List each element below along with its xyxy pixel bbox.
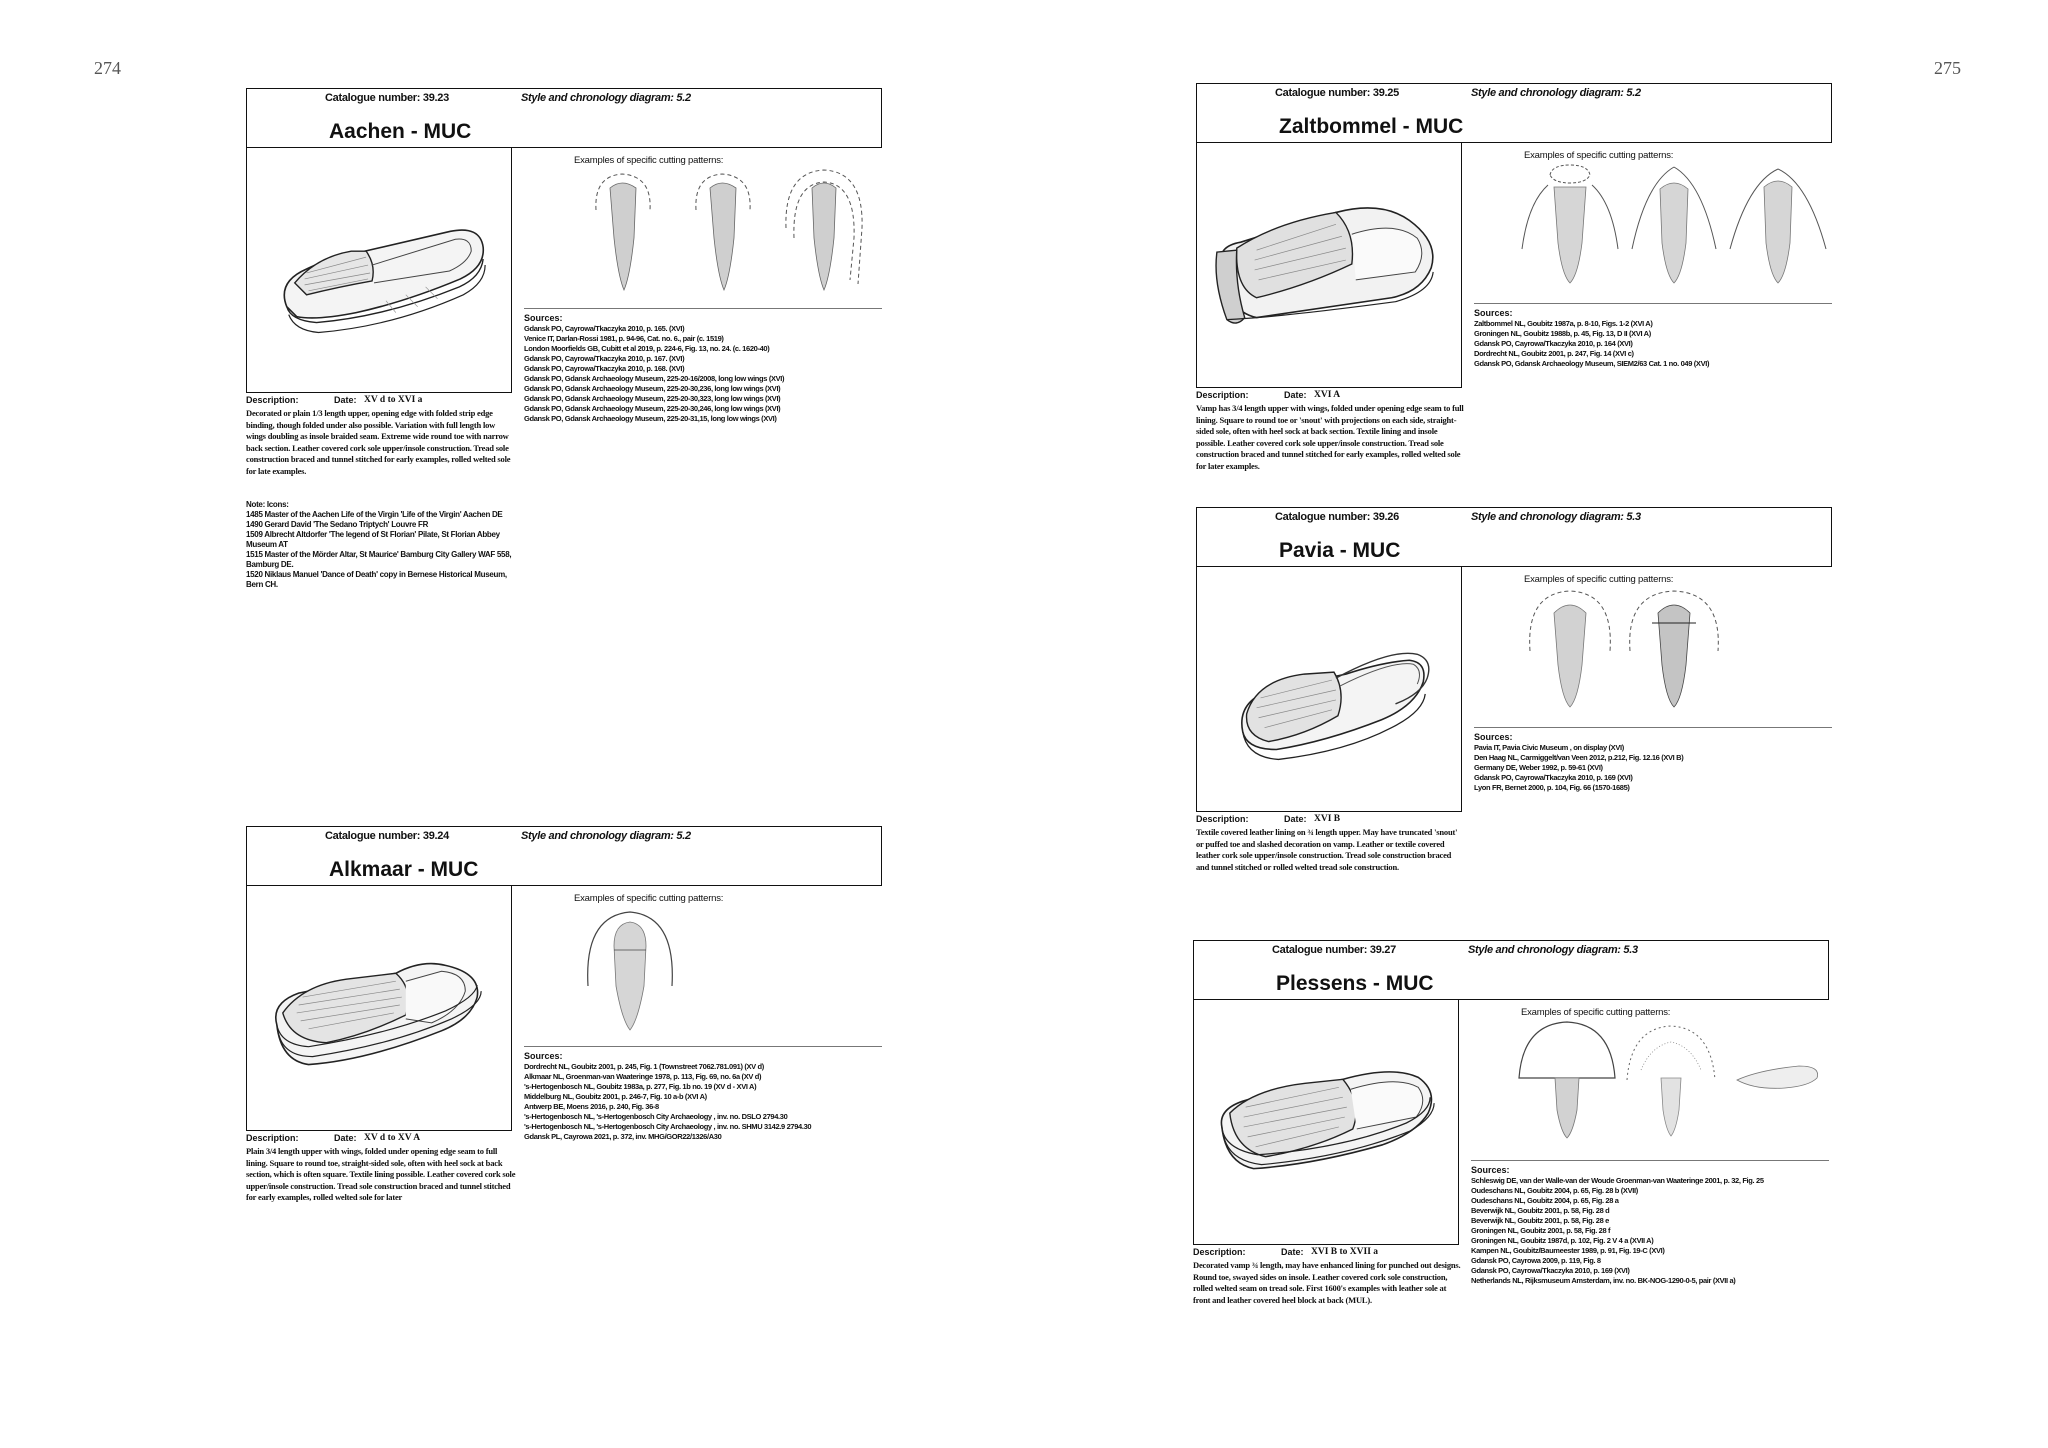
source-item: Oudeschans NL, Goubitz 2004, p. 65, Fig. 28 a xyxy=(1471,1196,1619,1205)
style-diagram-ref: Style and chronology diagram: 5.3 xyxy=(1471,511,1641,523)
source-item: Gdansk PO, Cayrowa/Tkaczyka 2010, p. 169 (XVI) xyxy=(1474,773,1633,782)
source-item: Gdansk PO, Cayrowa 2009, p. 119, Fig. 8 xyxy=(1471,1256,1601,1265)
page-number-right: 275 xyxy=(1934,58,1961,78)
description-text: Plain 3/4 length upper with wings, folded under opening edge seam to full lining. Square to round toe, straight-sided sole, often with heel sock at back section, which is often square. Textile lining possible. Leather covered cork sole upper/insole construction. Tread sole construction braced and tunnel stitched for early examples, rolled welted sole for later xyxy=(246,1146,516,1202)
divider xyxy=(524,308,882,309)
cutting-patterns-label: Examples of specific cutting patterns: xyxy=(574,893,724,904)
note-item: 1490 Gerard David 'The Sedano Triptych' Louvre FR xyxy=(246,520,429,529)
entry-header xyxy=(246,88,882,148)
source-item: Gdansk PO, Gdansk Archaeology Museum, 225-20-30,236, long low wings (XVI) xyxy=(524,384,781,393)
source-item: Gdansk PO, Cayrowa/Tkaczyka 2010, p. 169 (XVI) xyxy=(1471,1266,1630,1275)
entry-title: Plessens - MUC xyxy=(1276,972,1434,995)
catalogue-number: Catalogue number: 39.27 xyxy=(1272,944,1396,956)
divider xyxy=(1474,727,1832,728)
description-label: Description: xyxy=(246,395,299,405)
shoe-illustration xyxy=(246,147,512,393)
description-text: Textile covered leather lining on ¾ length upper. May have truncated 'snout' or puffed toe and slashed decoration on vamp. Leather or textile covered leather cork sole upper/insole construction. Tread sole construction braced and tunnel stitched or rolled welted tread sole construction. xyxy=(1196,827,1458,872)
sources-label: Sources: xyxy=(1474,732,1513,742)
style-diagram-ref: Style and chronology diagram: 5.2 xyxy=(521,92,691,104)
description-text: Decorated or plain 1/3 length upper, opening edge with folded strip edge binding, though folded under also possible. Variation with full length low wings doubling as insole braided seam. Extreme wide round toe with narrow back section. Leather covered cork sole upper/insole construction. Tread sole construction braced and tunnel stitched for early examples, rolled welted sole for late examples. xyxy=(246,408,511,476)
style-diagram-ref: Style and chronology diagram: 5.2 xyxy=(521,830,691,842)
date-label: Date: xyxy=(1281,1247,1304,1257)
description-label: Description: xyxy=(246,1133,299,1143)
date-value: XVI B xyxy=(1314,814,1341,824)
source-item: Beverwijk NL, Goubitz 2001, p. 58, Fig. 28 d xyxy=(1471,1206,1610,1215)
cutting-patterns-label: Examples of specific cutting patterns: xyxy=(1524,574,1674,585)
description-label: Description: xyxy=(1196,390,1249,400)
shoe-illustration xyxy=(1196,566,1462,812)
cutting-patterns-label: Examples of specific cutting patterns: xyxy=(1521,1007,1671,1018)
source-item: Gdansk PO, Cayrowa/Tkaczyka 2010, p. 165. (XVI) xyxy=(524,324,685,333)
sources-list xyxy=(1471,1176,1831,1286)
note-heading: Note: Icons: xyxy=(246,500,289,509)
date-label: Date: xyxy=(1284,390,1307,400)
source-item: Kampen NL, Goubitz/Baumeester 1989, p. 91, Fig. 19-C (XVI) xyxy=(1471,1246,1665,1255)
description-text: Vamp has 3/4 length upper with wings, folded under opening edge seam to full lining. Square to round toe or 'snout' with projections on each side, straight-sided sole, often with heel sock at back section. Textile lining and insole possible. Leather covered cork sole upper/insole construction. Tread sole construction braced and tunnel stitched for early examples, rolled welted sole for later examples. xyxy=(1196,403,1464,471)
source-item: Venice IT, Darlan-Rossi 1981, p. 94-96, Cat. no. 6., pair (c. 1519) xyxy=(524,334,724,343)
source-item: Groningen NL, Goubitz 1988b, p. 45, Fig. 13, D II (XVI A) xyxy=(1474,329,1651,338)
source-item: Oudeschans NL, Goubitz 2004, p. 65, Fig. 28 b (XVII) xyxy=(1471,1186,1638,1195)
source-item: Gdansk PO, Gdansk Archaeology Museum, 225-20-16/2008, long low wings (XVI) xyxy=(524,374,785,383)
style-diagram-ref: Style and chronology diagram: 5.3 xyxy=(1468,944,1638,956)
date-value: XV d to XV A xyxy=(364,1133,421,1143)
cutting-patterns xyxy=(1473,1020,1825,1152)
entry-header xyxy=(1196,507,1832,567)
divider xyxy=(1474,303,1832,304)
note-item: 1520 Niklaus Manuel 'Dance of Death' copy in Bernese Historical Museum, Bern CH. xyxy=(246,570,507,589)
entry-header xyxy=(1196,83,1832,143)
sources-list xyxy=(524,1062,884,1142)
entry-title: Aachen - MUC xyxy=(329,120,472,143)
source-item: London Moorfields GB, Cubitt et al 2019, p. 224-6, Fig. 13, no. 24. (c. 1620-40) xyxy=(524,344,770,353)
source-item: Gdansk PO, Gdansk Archaeology Museum, 225-20-31,15, long low wings (XVI) xyxy=(524,414,777,423)
source-item: Schleswig DE, van der Walle-van der Woude Groenman-van Waateringe 2001, p. 32, Fig. 25 xyxy=(1471,1176,1764,1185)
cutting-patterns xyxy=(1476,587,1828,719)
source-item: Germany DE, Weber 1992, p. 59-61 (XVI) xyxy=(1474,763,1603,772)
cutting-patterns xyxy=(526,168,878,300)
source-item: Gdansk PO, Gdansk Archaeology Museum, 225-20-30,323, long low wings (XVI) xyxy=(524,394,781,403)
shoe-illustration xyxy=(1193,999,1459,1245)
catalogue-entry xyxy=(1193,940,1829,1305)
note-item: 1509 Albrecht Altdorfer 'The legend of St Florian' Pilate, St Florian Abbey Museum AT xyxy=(246,530,500,549)
catalogue-number: Catalogue number: 39.24 xyxy=(325,830,449,842)
catalogue-number: Catalogue number: 39.26 xyxy=(1275,511,1399,523)
date-value: XVI A xyxy=(1314,390,1341,400)
catalogue-number: Catalogue number: 39.25 xyxy=(1275,87,1399,99)
date-label: Date: xyxy=(334,395,357,405)
catalogue-number: Catalogue number: 39.23 xyxy=(325,92,449,104)
sources-list xyxy=(1474,743,1834,793)
sources-list xyxy=(1474,319,1834,369)
source-item: Lyon FR, Bernet 2000, p. 104, Fig. 66 (1570-1685) xyxy=(1474,783,1630,792)
description-text: Decorated vamp ¾ length, may have enhanced lining for punched out designs. Round toe, swayed sides on insole. Leather covered cork sole construction, rolled welted seam on tread sole. First 1600's examples with leather sole at front and leather covered heel block at back (MUL). xyxy=(1193,1260,1461,1305)
source-item: Groningen NL, Goubitz 2001, p. 58, Fig. 28 f xyxy=(1471,1226,1611,1235)
source-item: Zaltbommel NL, Goubitz 1987a, p. 8-10, Figs. 1-2 (XVI A) xyxy=(1474,319,1653,328)
catalogue-entry xyxy=(246,826,882,1202)
source-item: Pavia IT, Pavia Civic Museum , on display (XVI) xyxy=(1474,743,1624,752)
entry-header xyxy=(1193,940,1829,1000)
catalogue-entry xyxy=(1196,83,1832,471)
source-item: Netherlands NL, Rijksmuseum Amsterdam, inv. no. BK-NOG-1290-0-5, pair (XVII a) xyxy=(1471,1276,1736,1285)
source-item: Gdansk PO, Cayrowa/Tkaczyka 2010, p. 167. (XVI) xyxy=(524,354,685,363)
shoe-illustration xyxy=(1196,142,1462,388)
page-number-left: 274 xyxy=(94,58,121,78)
entry-title: Pavia - MUC xyxy=(1279,539,1401,562)
source-item: Gdansk PO, Cayrowa/Tkaczyka 2010, p. 168. (XVI) xyxy=(524,364,685,373)
date-value: XV d to XVI a xyxy=(364,395,423,405)
style-diagram-ref: Style and chronology diagram: 5.2 xyxy=(1471,87,1641,99)
source-item: Gdansk PO, Gdansk Archaeology Museum, 225-20-30,246, long low wings (XVI) xyxy=(524,404,781,413)
sources-label: Sources: xyxy=(1471,1165,1510,1175)
date-value: XVI B to XVII a xyxy=(1311,1247,1379,1257)
entry-title: Alkmaar - MUC xyxy=(329,858,479,881)
sources-label: Sources: xyxy=(1474,308,1513,318)
cutting-patterns xyxy=(1476,163,1828,295)
description-label: Description: xyxy=(1193,1247,1246,1257)
source-item: Gdansk PO, Gdansk Archaeology Museum, SIEM2/63 Cat. 1 no. 049 (XVI) xyxy=(1474,359,1710,368)
date-label: Date: xyxy=(1284,814,1307,824)
source-item: Dordrecht NL, Goubitz 2001, p. 247, Fig. 14 (XVI c) xyxy=(1474,349,1634,358)
source-item: Gdansk PL, Cayrowa 2021, p. 372, inv. MHG/GOR22/1326/A30 xyxy=(524,1132,722,1141)
source-item: 's-Hertogenbosch NL, Goubitz 1983a, p. 277, Fig. 1b no. 19 (XV d - XVI A) xyxy=(524,1082,757,1091)
date-label: Date: xyxy=(334,1133,357,1143)
source-item: Alkmaar NL, Groenman-van Waateringe 1978, p. 113, Fig. 69, no. 6a (XV d) xyxy=(524,1072,762,1081)
icon-notes xyxy=(246,500,518,590)
source-item: Beverwijk NL, Goubitz 2001, p. 58, Fig. 28 e xyxy=(1471,1216,1609,1225)
source-item: 's-Hertogenbosch NL, 's-Hertogenbosch City Archaeology , inv. no. SHMU 3142.9 2794.30 xyxy=(524,1122,812,1131)
source-item: Antwerp BE, Moens 2016, p. 240, Fig. 36-8 xyxy=(524,1102,659,1111)
entry-title: Zaltbommel - MUC xyxy=(1279,115,1464,138)
sources-list xyxy=(524,324,884,424)
catalogue-entry xyxy=(1196,507,1832,872)
source-item: Middelburg NL, Goubitz 2001, p. 246-7, Fig. 10 a-b (XVI A) xyxy=(524,1092,707,1101)
cutting-patterns xyxy=(526,906,878,1038)
source-item: 's-Hertogenbosch NL, 's-Hertogenbosch City Archaeology , inv. no. DSLO 2794.30 xyxy=(524,1112,788,1121)
note-item: 1515 Master of the Mörder Altar, St Maurice' Bamburg City Gallery WAF 558, Bamburg DE. xyxy=(246,550,512,569)
cutting-patterns-label: Examples of specific cutting patterns: xyxy=(574,155,724,166)
entry-header xyxy=(246,826,882,886)
source-item: Gdansk PO, Cayrowa/Tkaczyka 2010, p. 164 (XVI) xyxy=(1474,339,1633,348)
note-item: 1485 Master of the Aachen Life of the Virgin 'Life of the Virgin' Aachen DE xyxy=(246,510,503,519)
divider xyxy=(524,1046,882,1047)
source-item: Den Haag NL, Carmiggelt/van Veen 2012, p.212, Fig. 12.16 (XVI B) xyxy=(1474,753,1684,762)
sources-label: Sources: xyxy=(524,1051,563,1061)
divider xyxy=(1471,1160,1829,1161)
cutting-patterns-label: Examples of specific cutting patterns: xyxy=(1524,150,1674,161)
sources-label: Sources: xyxy=(524,313,563,323)
catalogue-entry xyxy=(246,88,882,589)
source-item: Groningen NL, Goubitz 1987d, p. 102, Fig. 2 V 4 a (XVII A) xyxy=(1471,1236,1654,1245)
source-item: Dordrecht NL, Goubitz 2001, p. 245, Fig. 1 (Townstreet 7062.781.091) (XV d) xyxy=(524,1062,764,1071)
shoe-illustration xyxy=(246,885,512,1131)
description-label: Description: xyxy=(1196,814,1249,824)
